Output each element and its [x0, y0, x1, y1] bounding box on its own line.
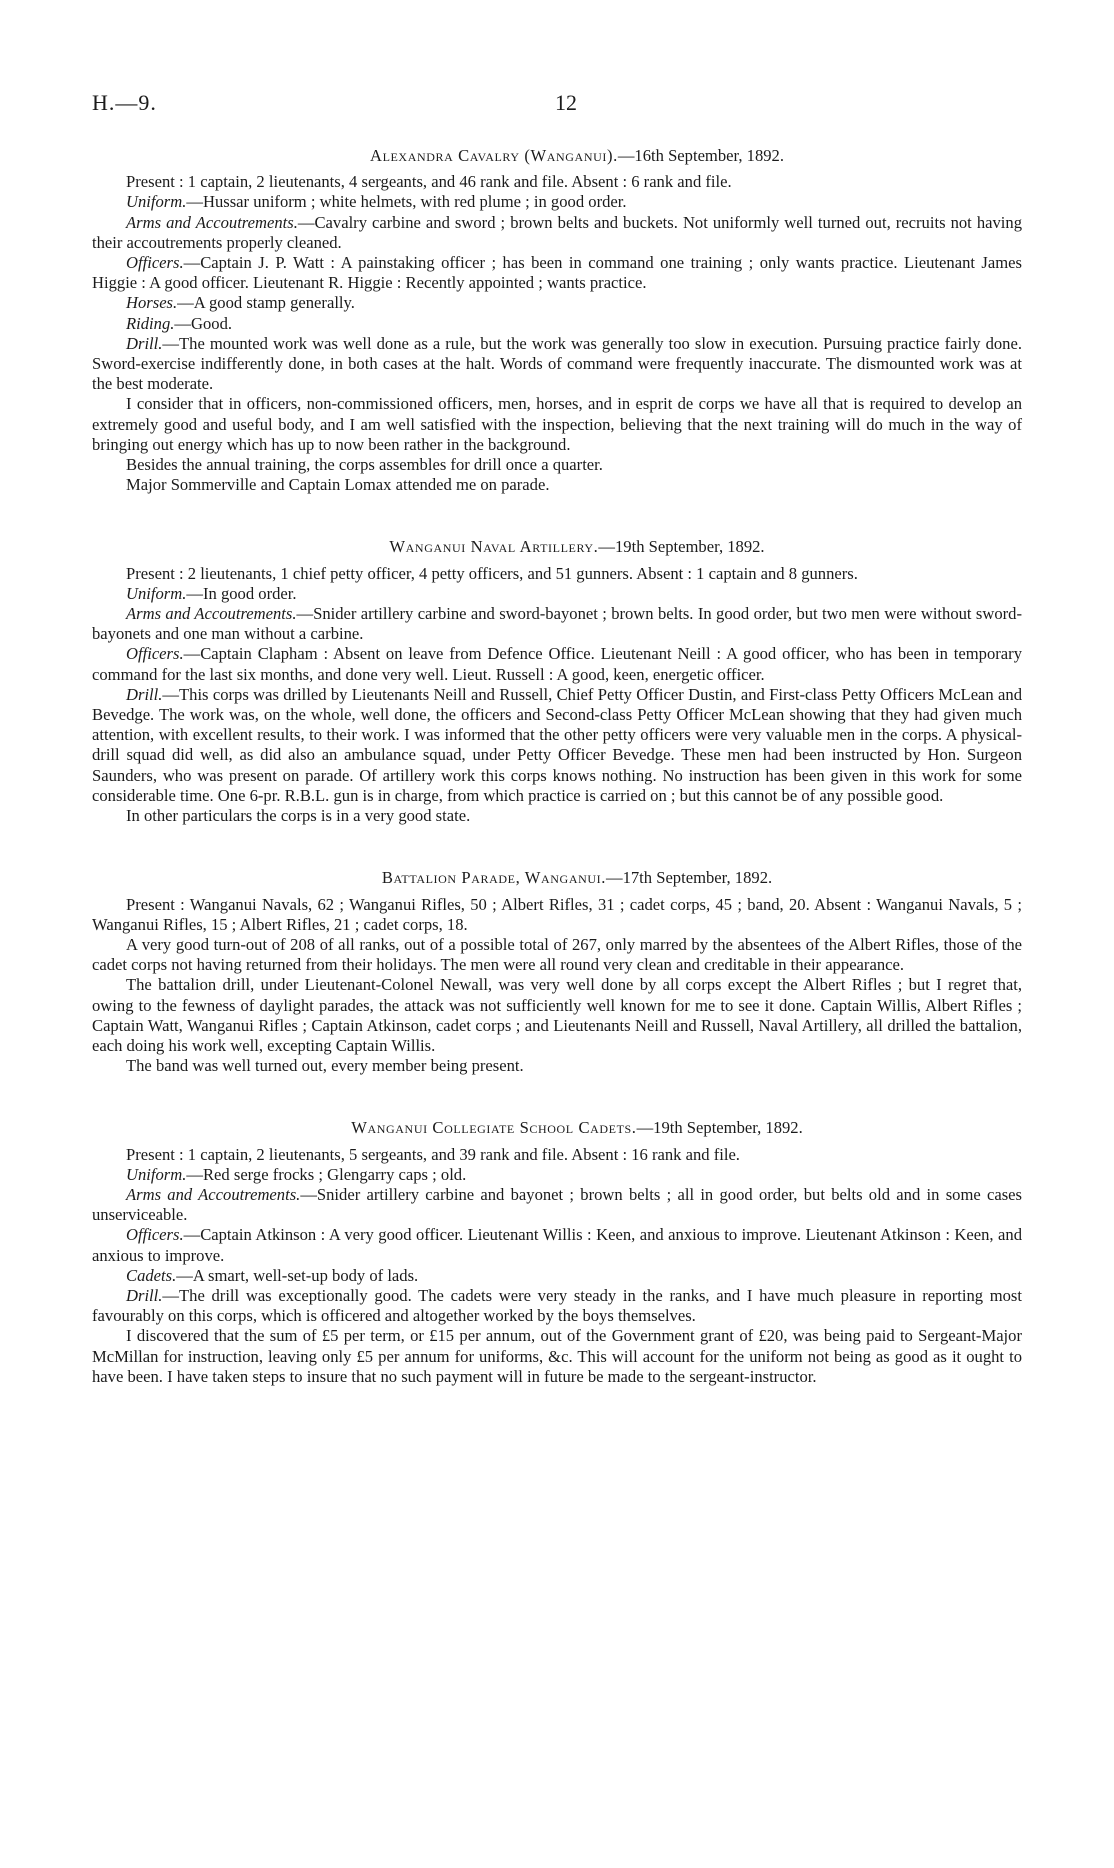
- paragraph: Drill.—The mounted work was well done as a rule, but the work was generally too slow in execution. Pursuing practice fairly done. Sword-exercise indifferently done, in both cases at the halt. Words of command were frequently inaccurate. The dismounted work was at the best moderate.: [92, 333, 1022, 394]
- document-body: [92, 146, 1022, 1387]
- page-header: [92, 90, 1022, 120]
- paragraph: Officers.—Captain Clapham : Absent on leave from Defence Office. Lieutenant Neill : A good officer, who has been in temporary command for the last six months, and done very well. Lieut. Russell : A good, keen, energetic officer.: [92, 644, 1022, 684]
- document-reference: H.—9.: [92, 90, 157, 115]
- paragraph: In other particulars the corps is in a very good state.: [126, 806, 471, 826]
- paragraph: Present : Wanganui Navals, 62 ; Wanganui Rifles, 50 ; Albert Rifles, 31 ; cadet corps, 45 ; band, 20. Absent : Wanganui Navals, 5 ; Wanganui Rifles, 15 ; Albert Rifles, 21 ; cadet corps, 18.: [92, 894, 1022, 934]
- paragraph: Arms and Accoutrements.—Cavalry carbine and sword ; brown belts and buckets. Not uniformly well turned out, recruits not having their accoutrements properly cleaned.: [92, 212, 1023, 252]
- paragraph: Present : 2 lieutenants, 1 chief petty officer, 4 petty officers, and 51 gunners. Absent : 1 captain and 8 gunners.: [126, 563, 858, 583]
- paragraph: A very good turn-out of 208 of all ranks, out of a possible total of 267, only marred by the absentees of the Albert Rifles, those of the cadet corps not having returned from their holidays. The men were all round very clean and creditable in their appearance.: [92, 934, 1022, 975]
- paragraph: Uniform.—In good order.: [126, 583, 297, 603]
- section-title: Battalion Parade, Wanganui.—17th September, 1892.: [381, 868, 773, 888]
- paragraph: Uniform.—Red serge frocks ; Glengarry caps ; old.: [126, 1164, 467, 1184]
- paragraph: Drill.—This corps was drilled by Lieutenants Neill and Russell, Chief Petty Officer Dustin, and First-class Petty Officers McLean and Bevedge. The work was, on the whole, well done, the officers and Second-class Petty Officer McLean showing that they had given much attention, with excellent results, to their work. I was informed that the other petty officers were very valuable men in the corps. A physical-drill squad did well, as did also an ambulance squad, under Petty Officer Bevedge. These men had been instructed by Hon. Surgeon Saunders, who was present on parade. Of artillery work this corps knows nothing. No instruction has been given in this work for some considerable time. One 6-pr. R.B.L. gun is in charge, from which practice is carried on ; but this cannot be of any possible good.: [92, 684, 1022, 805]
- paragraph: Horses.—A good stamp generally.: [126, 293, 355, 313]
- section-collegiate-school-cadets: [92, 1118, 1022, 1387]
- paragraph: Arms and Accoutrements.—Snider artillery carbine and bayonet ; brown belts ; all in good order, but belts old and in some cases unserviceable.: [92, 1184, 1023, 1225]
- section-title: Wanganui Naval Artillery.—19th September, 1892.: [389, 537, 765, 557]
- paragraph: Arms and Accoutrements.—Snider artillery carbine and sword-bayonet ; brown belts. In good order, but two men were without sword-bayonets and one man without a carbine.: [92, 604, 1022, 644]
- paragraph: Present : 1 captain, 2 lieutenants, 5 sergeants, and 39 rank and file. Absent : 16 rank and file.: [126, 1144, 740, 1164]
- paragraph: Present : 1 captain, 2 lieutenants, 4 sergeants, and 46 rank and file. Absent : 6 rank and file.: [126, 172, 732, 192]
- paragraph: Officers.—Captain Atkinson : A very good officer. Lieutenant Willis : Keen, and anxious to improve. Lieutenant Atkinson : Keen, and anxious to improve.: [92, 1225, 1022, 1265]
- section-title: Wanganui Collegiate School Cadets.—19th September, 1892.: [351, 1118, 803, 1138]
- section-wanganui-naval-artillery: [92, 537, 1022, 826]
- paragraph: Drill.—The drill was exceptionally good. The cadets were very steady in the ranks, and I have much pleasure in reporting most favourably on this corps, which is officered and altogether worked by the boys themselves.: [92, 1285, 1022, 1326]
- section-battalion-parade: [92, 868, 1022, 1076]
- paragraph: Major Sommerville and Captain Lomax attended me on parade.: [126, 475, 550, 495]
- paragraph: Officers.—Captain J. P. Watt : A painstaking officer ; has been in command one training ; only wants practice. Lieutenant James Higgie : A good officer. Lieutenant R. Higgie : Recently appointed ; wants practice.: [92, 253, 1022, 293]
- paragraph: Cadets.—A smart, well-set-up body of lads.: [126, 1265, 419, 1285]
- paragraph: The band was well turned out, every member being present.: [126, 1056, 524, 1076]
- paragraph: Uniform.—Hussar uniform ; white helmets, with red plume ; in good order.: [126, 192, 627, 212]
- section-title: Alexandra Cavalry (Wanganui).—16th September, 1892.: [369, 146, 785, 165]
- paragraph: Riding.—Good.: [126, 313, 233, 333]
- section-alexandra-cavalry: [92, 146, 1022, 495]
- paragraph: The battalion drill, under Lieutenant-Colonel Newall, was very well done by all corps except the Albert Rifles ; but I regret that, owing to the fewness of daylight parades, the attack was not sufficiently well known for me to see it done. Captain Willis, Albert Rifles ; Captain Watt, Wanganui Rifles ; Captain Atkinson, cadet corps ; and Lieutenants Neill and Russell, Naval Artillery, all drilled the battalion, each doing his work well, excepting Captain Willis.: [92, 975, 1022, 1055]
- paragraph: I discovered that the sum of £5 per term, or £15 per annum, out of the Government grant of £20, was being paid to Sergeant-Major McMillan for instruction, leaving only £5 per annum for uniforms, &c. This will account for the uniform not being as good as it ought to have been. I have taken steps to insure that no such payment will in future be made to the sergeant-instructor.: [92, 1326, 1022, 1386]
- paragraph: I consider that in officers, non-commissioned officers, men, horses, and in esprit de corps we have all that is required to develop an extremely good and useful body, and I am well satisfied with the inspection, believing that the next training will do much in the way of bringing out energy which has up to now been rather in the background.: [92, 394, 1022, 454]
- page-number: 12: [555, 90, 577, 115]
- paragraph: Besides the annual training, the corps assembles for drill once a quarter.: [126, 455, 603, 475]
